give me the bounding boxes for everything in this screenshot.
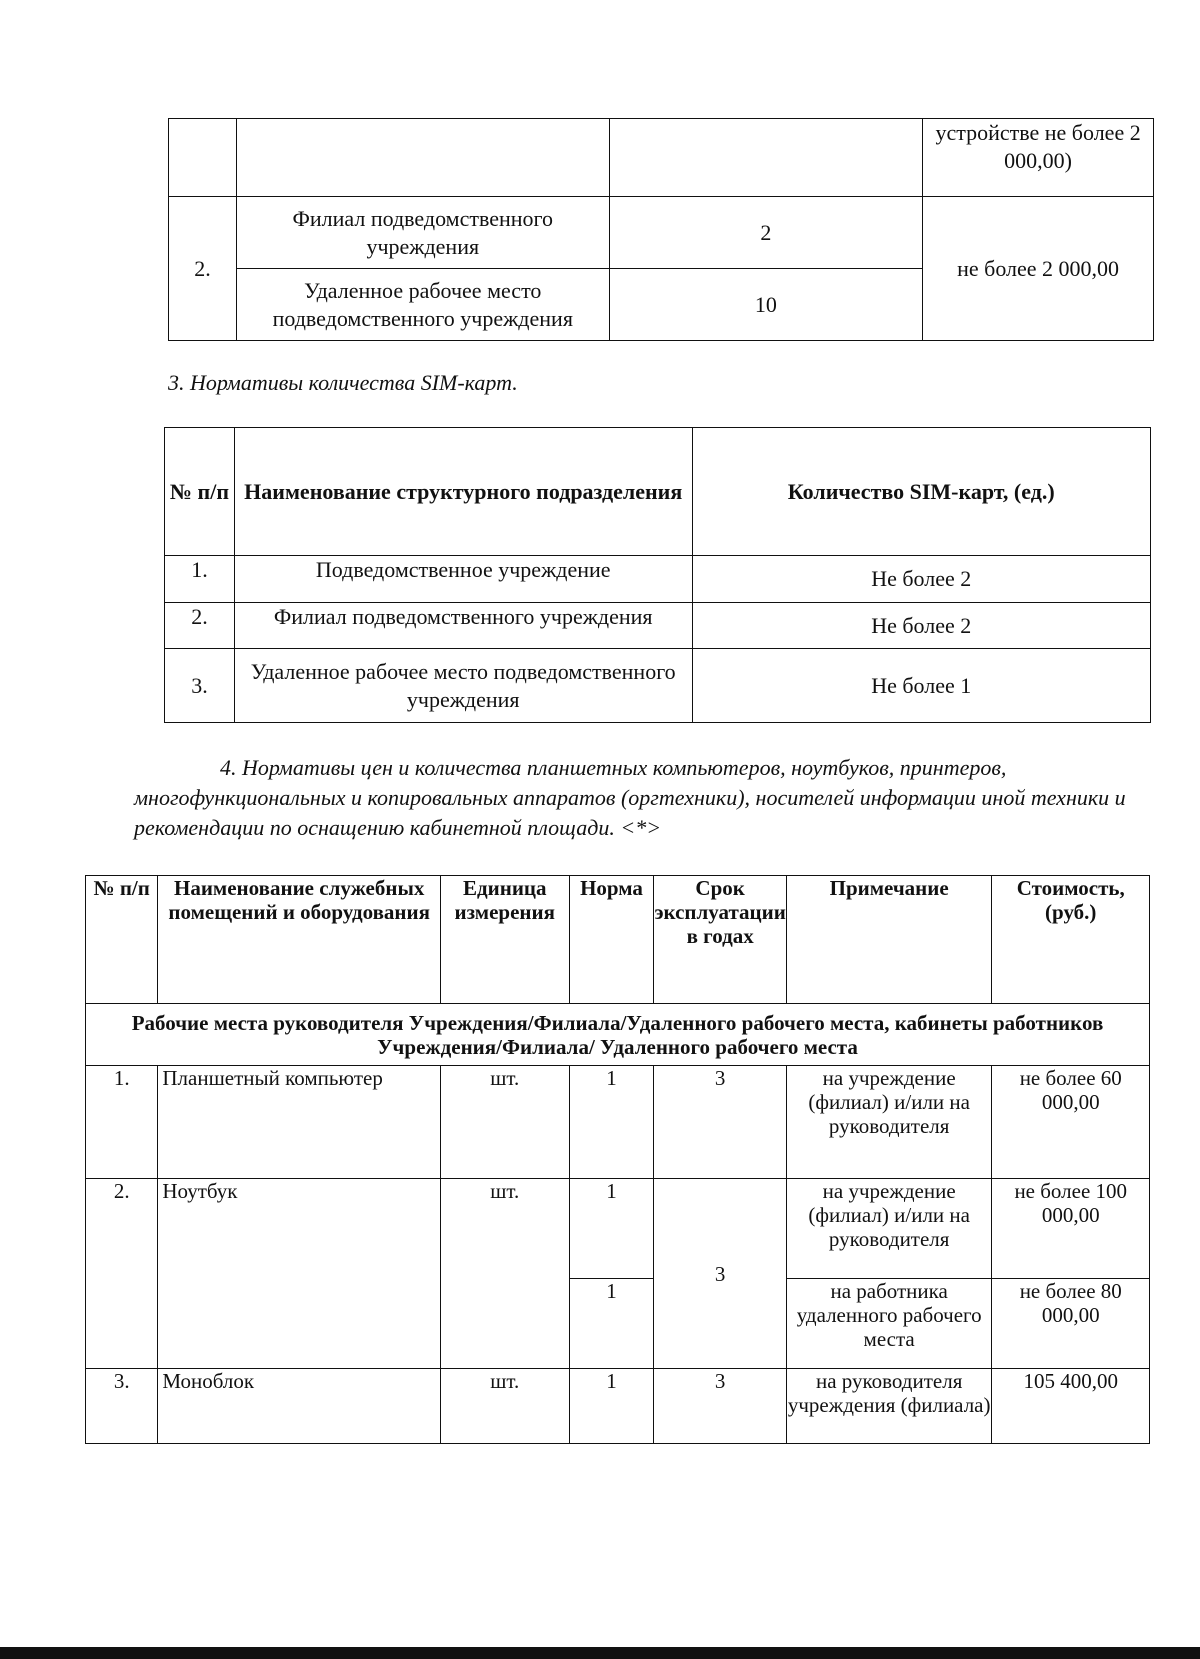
note-cell: на работника удаленного рабочего места (786, 1279, 992, 1369)
note-cell: на учреждение (филиал) и/или на руководителя (786, 1066, 992, 1179)
norm-cell: 1 (569, 1066, 654, 1179)
note-cell: на руководителя учреждения (филиала) (786, 1369, 992, 1444)
row-number: 1. (86, 1066, 158, 1179)
equipment-table (85, 875, 1150, 1444)
continued-table (168, 118, 1154, 341)
table-header-row (165, 428, 1151, 556)
table-row (165, 649, 1151, 723)
header-num: № п/п (165, 428, 235, 556)
section4-heading: 4. Нормативы цен и количества планшетных компьютеров, ноутбуков, принтеров, многофункциональных и копировальных аппаратов (оргтехники), носителей информации иной техники и рекомендации по оснащению кабинетной площади. <*> (134, 755, 1126, 840)
norm-cell: 1 (569, 1369, 654, 1444)
cost-cell: 105 400,00 (992, 1369, 1150, 1444)
group-title-row (86, 1004, 1150, 1066)
norm-cell: 1 (569, 1179, 654, 1279)
name-cell: Филиал подведомственного учреждения (234, 603, 692, 649)
group-title: Рабочие места руководителя Учреждения/Филиала/Удаленного рабочего места, кабинеты работников Учреждения/Филиала/ Удаленного рабочего места (86, 1004, 1150, 1066)
name-cell: Подведомственное учреждение (234, 556, 692, 603)
header-note: Примечание (786, 876, 992, 1004)
unit-cell: шт. (440, 1179, 569, 1369)
qty-cell: Не более 2 (692, 603, 1151, 649)
sim-cards-table (164, 427, 1151, 723)
qty-cell: Не более 1 (692, 649, 1151, 723)
table-header-row (86, 876, 1150, 1004)
table-row (165, 556, 1151, 603)
cost-cell: не более 100 000,00 (992, 1179, 1150, 1279)
header-term: Срок эксплуатации в годах (654, 876, 786, 1004)
table-row (165, 603, 1151, 649)
header-unit: Единица измерения (440, 876, 569, 1004)
name-cell: Филиал подведомственного учреждения (236, 197, 609, 269)
qty-cell: Не более 2 (692, 556, 1151, 603)
note-cell: не более 2 000,00 (923, 197, 1154, 341)
table-row (86, 1066, 1150, 1179)
term-cell: 3 (654, 1179, 786, 1369)
header-norm: Норма (569, 876, 654, 1004)
header-num: № п/п (86, 876, 158, 1004)
table-row (86, 1369, 1150, 1444)
cost-cell: не более 60 000,00 (992, 1066, 1150, 1179)
name-cell: Удаленное рабочее место подведомственного учреждения (234, 649, 692, 723)
table-row (169, 197, 1154, 269)
qty-cell: 10 (609, 269, 923, 341)
table-row (86, 1179, 1150, 1279)
table-row (169, 119, 1154, 197)
header-name: Наименование структурного подразделения (234, 428, 692, 556)
note-cell: на учреждение (филиал) и/или на руководителя (786, 1179, 992, 1279)
header-name: Наименование служебных помещений и оборудования (158, 876, 441, 1004)
header-qty: Количество SIM-карт, (ед.) (692, 428, 1151, 556)
row-number: 2. (169, 197, 237, 341)
term-cell: 3 (654, 1066, 786, 1179)
unit-cell: шт. (440, 1066, 569, 1179)
unit-cell: шт. (440, 1369, 569, 1444)
name-cell: Ноутбук (158, 1179, 441, 1369)
header-cost: Стоимость, (руб.) (992, 876, 1150, 1004)
row-number: 3. (86, 1369, 158, 1444)
row-number: 1. (165, 556, 235, 603)
name-cell: Планшетный компьютер (158, 1066, 441, 1179)
section3-heading: 3. Нормативы количества SIM-карт. (168, 370, 518, 395)
note-cell: устройстве не более 2 000,00) (923, 119, 1154, 197)
row-number: 2. (86, 1179, 158, 1369)
name-cell: Удаленное рабочее место подведомственного учреждения (236, 269, 609, 341)
term-cell: 3 (654, 1369, 786, 1444)
row-number: 2. (165, 603, 235, 649)
name-cell: Моноблок (158, 1369, 441, 1444)
qty-cell: 2 (609, 197, 923, 269)
norm-cell: 1 (569, 1279, 654, 1369)
scan-bottom-edge (0, 1647, 1200, 1659)
cost-cell: не более 80 000,00 (992, 1279, 1150, 1369)
row-number: 3. (165, 649, 235, 723)
